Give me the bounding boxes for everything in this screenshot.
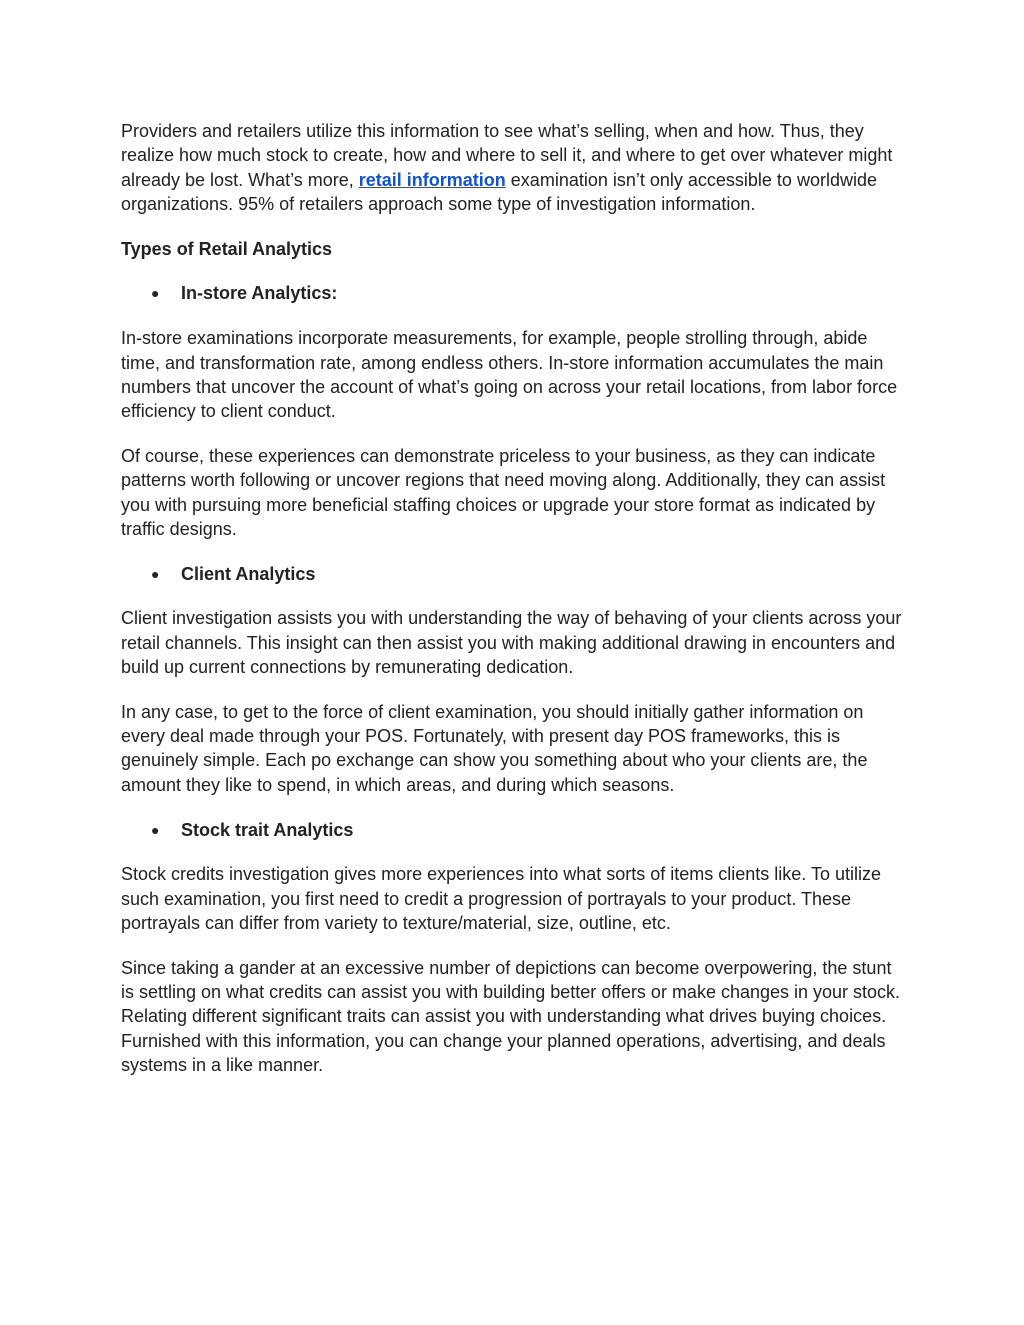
stock-paragraph-2: Since taking a gander at an excessive number of depictions can become overpowering, the stunt is settling on what credits can assist you with building better offers or make changes in your stock. Relating different significant traits can assist you with understanding what drives buying choices. Furnished with this information, you can change your planned operations, advertising, and deals systems in a like manner. [121,957,901,1075]
bullet-client-analytics [121,562,906,586]
client-paragraph-1: Client investigation assists you with understanding the way of behaving of your clients across your retail channels. This insight can then assist you with making additional drawing in encounters and build up current connections by remunerating dedication. [121,608,902,678]
bullet-stock-trait-analytics [121,818,906,842]
bullet-heading: Client Analytics [181,563,316,584]
stock-paragraph-1: Stock credits investigation gives more experiences into what sorts of items clients like. To utilize such examination, you first need to credit a progression of portrayals to your product. These portrayals can differ from variety to texture/material, size, outline, etc. [121,864,881,933]
bullet-heading: Stock trait Analytics [181,819,354,840]
client-paragraph-2: In any case, to get to the force of client examination, you should initially gather information on every deal made through your POS. Fortunately, with present day POS frameworks, this is genuinely simple. Each po exchange can show you something about who your clients are, the amount they like to spend, in which areas, and during which seasons. [121,701,868,795]
bullet-heading: In-store Analytics: [181,283,338,304]
in-store-paragraph-1: In-store examinations incorporate measurements, for example, people strolling through, abide time, and transformation rate, among endless others. In-store information accumulates the main numbers that uncover the account of what’s going on across your retail locations, from labor force efficiency to client conduct. [121,328,898,422]
in-store-paragraph-2: Of course, these experiences can demonstrate priceless to your business, as they can indicate patterns worth following or uncover regions that need moving along. Additionally, they can assist you with pursuing more beneficial staffing choices or upgrade your store format as indicated by traffic designs. [121,445,886,539]
bullet-in-store-analytics [121,281,906,305]
section-heading: Types of Retail Analytics [121,238,333,259]
bullet-dot-icon: ● [151,285,160,302]
document-page [121,119,906,1098]
bullet-dot-icon: ● [151,565,160,582]
intro-text-before-link: Providers and retailers utilize this information to see what’s selling, when and how. Thus, they realize how much stock to create, how and where to sell it, and where to get over whatever might already be lost. What’s more, [121,121,893,190]
intro-text-after-link: examination isn’t only accessible to worldwide organizations. 95% of retailers approach some type of investigation information. [121,169,877,214]
bullet-dot-icon: ● [151,821,160,838]
retail-information-link[interactable]: retail information [358,169,506,190]
intro-paragraph [121,119,906,216]
